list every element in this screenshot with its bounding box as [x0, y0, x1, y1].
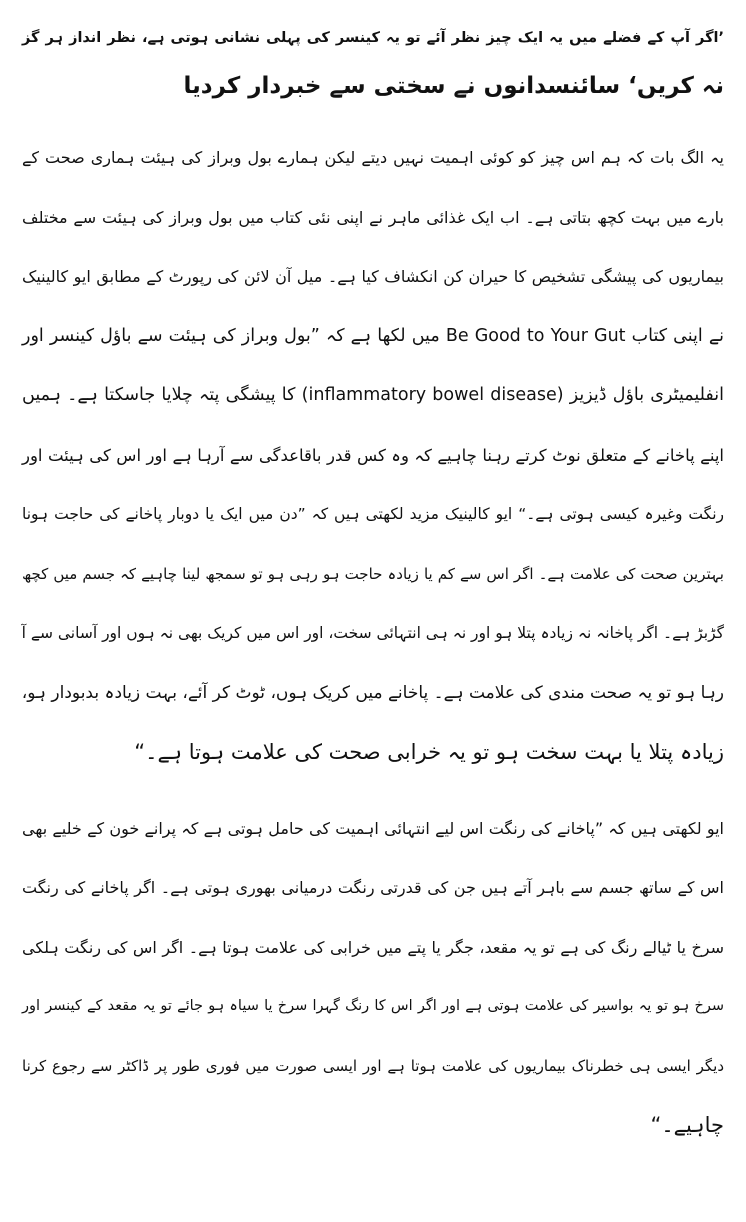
paragraph-line: رہا ہو تو یہ صحت مندی کی علامت ہے۔ پاخانے میں کریک ہوں، ٹوٹ کر آئے، بہت زیادہ بدبودار ہو، [21, 682, 724, 703]
paragraph-1 [22, 128, 724, 783]
article-headline [22, 14, 724, 110]
paragraph-line: دیگر ایسی ہی خطرناک بیماریوں کی علامت ہوتا ہے اور ایسی صورت میں فوری طور پر ڈاکٹر سے رجوع کرنا [22, 1056, 724, 1075]
paragraph-line: اس کے ساتھ جسم سے باہر آتے ہیں جن کی قدرتی رنگت درمیانی بھوری ہوتی ہے۔ اگر پاخانے کی رنگت [22, 878, 724, 897]
paragraph-line: یہ الگ بات کہ ہم اس چیز کو کوئی اہمیت نہیں دیتے لیکن ہمارے بول وبراز کی ہیئت ہماری صحت کے [22, 148, 724, 167]
paragraph-line: رنگت وغیرہ کیسی ہوتی ہے۔“ ایو کالینیک مزید لکھتی ہیں کہ ”دن میں ایک یا دوبار پاخانے کی حاجت ہونا [22, 505, 724, 523]
paragraph-line: بارے میں بہت کچھ بتاتی ہے۔ اب ایک غذائی ماہر نے اپنی نئی کتاب میں بول وبراز کی ہیئت سے مختلف [22, 207, 724, 227]
paragraph-line: گڑبڑ ہے۔ اگر پاخانہ نہ زیادہ پتلا ہو اور نہ ہی انتہائی سخت، اور اس میں کریک بھی نہ ہوں اور آسانی سے آ [21, 624, 724, 642]
paragraph-line: نے اپنی کتاب Be Good to Your Gut میں لکھا ہے کہ ”بول وبراز کی ہیئت سے باﺅل کینسر اور [22, 325, 725, 346]
paragraph-line: سرخ یا ٹیالے رنگ کی ہے تو یہ مقعد، جگر یا پتے میں خرابی کی علامت ہوتا ہے۔ اگر اس کی رنگت ہلکی [22, 937, 724, 957]
paragraph-line: انفلیمیٹری باﺅل ڈیزیز (inflammatory bowel disease) کا پیشگی پتہ چلایا جاسکتا ہے۔ ہمیں [22, 385, 725, 405]
headline-line: نہ کریں‘ سائنسدانوں نے سختی سے خبردار کردیا [183, 73, 724, 99]
paragraph-line: زیادہ پتلا یا بہت سخت ہو تو یہ خرابی صحت کی علامت ہوتا ہے۔“ [134, 740, 724, 764]
paragraph-2 [22, 799, 724, 1156]
paragraph-line: بہترین صحت کی علامت ہے۔ اگر اس سے کم یا زیادہ حاجت ہو رہی ہو تو سمجھ لینا چاہیے کہ جسم میں کچھ [22, 564, 724, 583]
paragraph-line: ایو لکھتی ہیں کہ ”پاخانے کی رنگت اس لیے انتہائی اہمیت کی حامل ہوتی ہے کہ پرانے خون کے خلیے بھی [22, 818, 724, 838]
paragraph-line: چاہیے۔“ [650, 1113, 724, 1137]
headline-line: ’اگر آپ کے فضلے میں یہ ایک چیز نظر آئے تو یہ کینسر کی پہلی نشانی ہوتی ہے، نظر انداز ہر گز [22, 30, 724, 46]
paragraph-line: سرخ ہو تو یہ بواسیر کی علامت ہوتی ہے اور اگر اس کا رنگ گہرا سرخ یا سیاہ ہو جائے تو یہ مقعد کے کینسر اور [22, 998, 724, 1014]
paragraph-line: بیماریوں کی پیشگی تشخیص کا حیران کن انکشاف کیا ہے۔ میل آن لائن کی رپورٹ کے مطابق ایو کالینیک [22, 267, 724, 286]
paragraph-line: اپنے پاخانے کے متعلق نوٹ کرتے رہنا چاہیے کہ وہ کس قدر باقاعدگی سے آرہا ہے اور اس کی ہیئت اور [22, 445, 724, 465]
